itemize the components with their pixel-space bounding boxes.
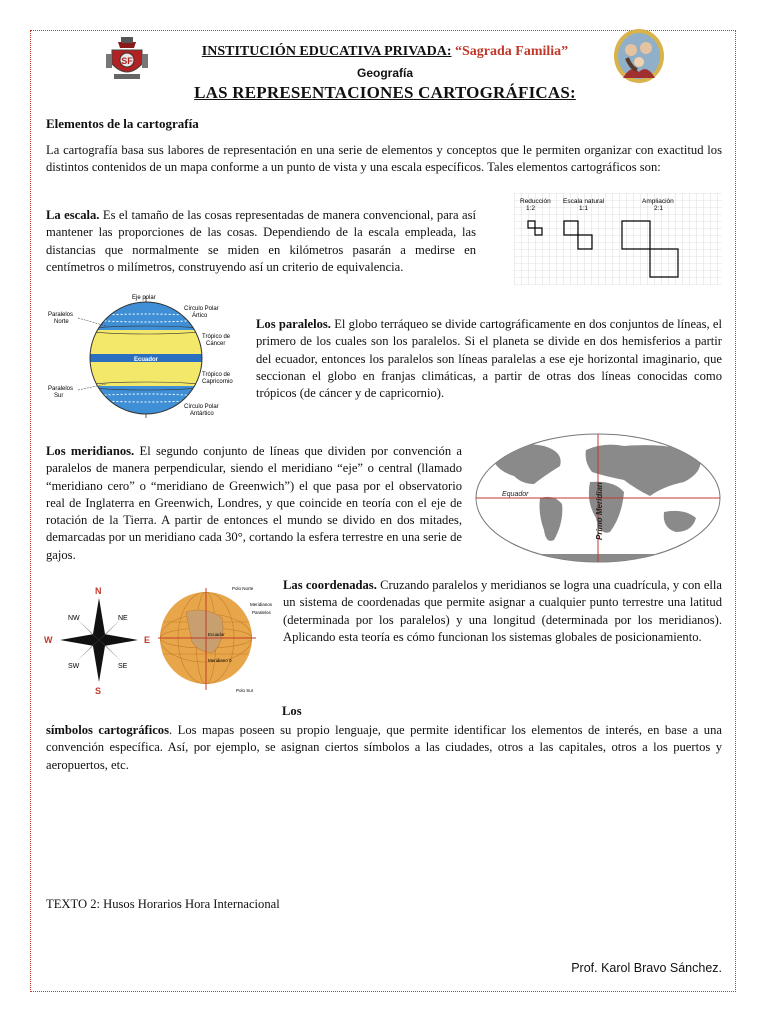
compass-w: W [44,635,53,645]
intro-paragraph: La cartografía basa sus labores de representación en una serie de elementos y conceptos que le permiten organizar con exactitud los distintos contenidos de un mapa conforme a un punto de vista y una escala específicos. Tales elementos cartográficos son: [46,143,722,175]
compass-ne: NE [118,615,128,622]
paralelos-term: Los paralelos. [256,317,331,331]
polo-sur-label: Polo Sur [236,688,254,693]
escala-text: Es el tamaño de las cosas representadas de manera convencional, para así mantener las proporciones de las cosas. Dependiendo de la escala empleada, las distancias que normalmente se miden en kilómetros pasarán a medirse en centímetros o milímetros, construyendo así un criterio de equivalencia. [46,208,476,274]
coordinates-globe-figure [156,582,276,696]
page-title: LAS REPRESENTACIONES CARTOGRÁFICAS: [194,83,576,102]
institution-label: INSTITUCIÓN EDUCATIVA PRIVADA: [201,44,452,59]
cancer-label: Trópico de [202,334,231,340]
author-signature: Prof. Karol Bravo Sánchez. [571,961,722,975]
coordenadas-term: Las coordenadas. [283,578,377,592]
subject-label: Geografía [356,66,413,80]
meridianos-text: El segundo conjunto de líneas que dividen por convención a paralelos de manera perpendicular, siendo el meridiano “eje” o central (llamado “meridiano cero” o “meridiano de Greenwich”) el que pasa por el observatorio real de Inglaterra en Greenwich, Londres, y que coincide en teoría con el eje de rotación de la Tierra. A partir de entonces el mundo se divido en dos mitades, demarcadas por un meridiano cada 30°, cortando la esfera terrestre en una serie de gajos. [46,444,462,562]
svg-text:SF: SF [121,56,133,66]
simbolos-term: símbolos cartográficos [46,723,169,737]
artico-label: Círculo Polar [184,306,219,312]
compass-se: SE [118,663,128,670]
compass-s: S [95,686,102,696]
escala-paragraph [46,207,476,276]
compass-rose-figure [44,584,154,696]
scale-ratio-reduccion: 1:2 [526,205,536,212]
compass-n: N [95,586,102,596]
prime-meridian-label: Primo Meridian [595,482,604,540]
ecuador-label: Ecuador [134,357,159,363]
scale-label-natural: Escala natural [563,198,605,205]
artico-label-2: Ártico [192,313,208,319]
simbolos-text: . Los mapas poseen su propio lenguaje, que permite identificar los elementos de interés, en base a una convención específica. Así, por ejemplo, se asignan ciertos símbolos a las ciudades, otros a las capitales, otros a los puertos y aeropuertos, etc. [46,723,722,772]
meridianos-paragraph [46,443,462,564]
institution-name: “Sagrada Familia” [455,44,569,59]
holy-family-image [613,28,665,84]
paralelos-sur-label-2: Sur [54,393,64,399]
coordenadas-paragraph [283,577,722,646]
capricornio-label-2: Capricornio [202,379,233,385]
paralelos-paragraph [256,316,722,402]
scale-ratio-natural: 1:1 [579,205,589,212]
simbolos-paragraph [46,722,722,774]
paralelos-norte-label: Paralelos [48,312,74,318]
paralelos-sur-label: Paralelos [48,386,74,392]
school-crest-logo [104,36,150,82]
escala-term: La escala. [46,208,100,222]
texto-2-heading: TEXTO 2: Husos Horarios Hora Internacional [46,897,280,911]
scale-label-reduccion: Reducción [520,198,551,205]
section-title: Elementos de la cartografía [46,116,199,131]
antartico-label: Círculo Polar [184,404,219,410]
polo-norte-label: Polo Norte [232,586,254,591]
antartico-label-2: Antártico [190,411,214,417]
equator-label: Equador [502,491,529,498]
world-map-figure [474,432,722,564]
simbolos-lead: Los [282,704,302,718]
institution-heading [160,44,610,60]
scale-label-ampliacion: Ampliación [642,198,674,205]
compass-sw: SW [68,663,80,670]
meridianos-label: Meridianos [250,602,273,607]
coordenadas-text: Cruzando paralelos y meridianos se logra una cuadrícula, y con ella un sistema de coordenadas que permite asignar a cualquier punto terrestre una latitud (determinada por los paralelos) y una longitud (determinada por los meridianos). Aplicando esta teoría es cómo funcionan los sistemas globales de posicionamiento. [283,578,722,644]
globe-ecuador-label: Ecuador [208,632,225,637]
globe-paralelos-label: Paralelos [252,610,271,615]
cancer-label-2: Cáncer [206,341,226,347]
capricornio-label: Trópico de [202,372,231,378]
scale-ratio-ampliacion: 2:1 [654,205,664,212]
paralelos-text: El globo terráqueo se divide cartográficamente en dos conjuntos de líneas, el primero de los cuales son los paralelos. Si el planeta se divide en dos hemisferios a partir del ecuador, entonces los paralelos son líneas paralelas a ese eje horizontal imaginario, que seccionan el globo en franjas climáticas, a partir de otras dos líneas conocidas como trópicos (de cáncer y de capricornio). [256,317,722,401]
scale-figure [514,193,722,285]
meridianos-term: Los meridianos. [46,444,135,458]
parallels-globe-figure [46,290,248,422]
paralelos-norte-label-2: Norte [54,319,69,325]
eje-polar-label: Eje polar [132,295,156,301]
compass-e: E [144,635,151,645]
compass-nw: NW [68,615,80,622]
meridiano-0-label: Meridiano 0 [208,658,232,663]
